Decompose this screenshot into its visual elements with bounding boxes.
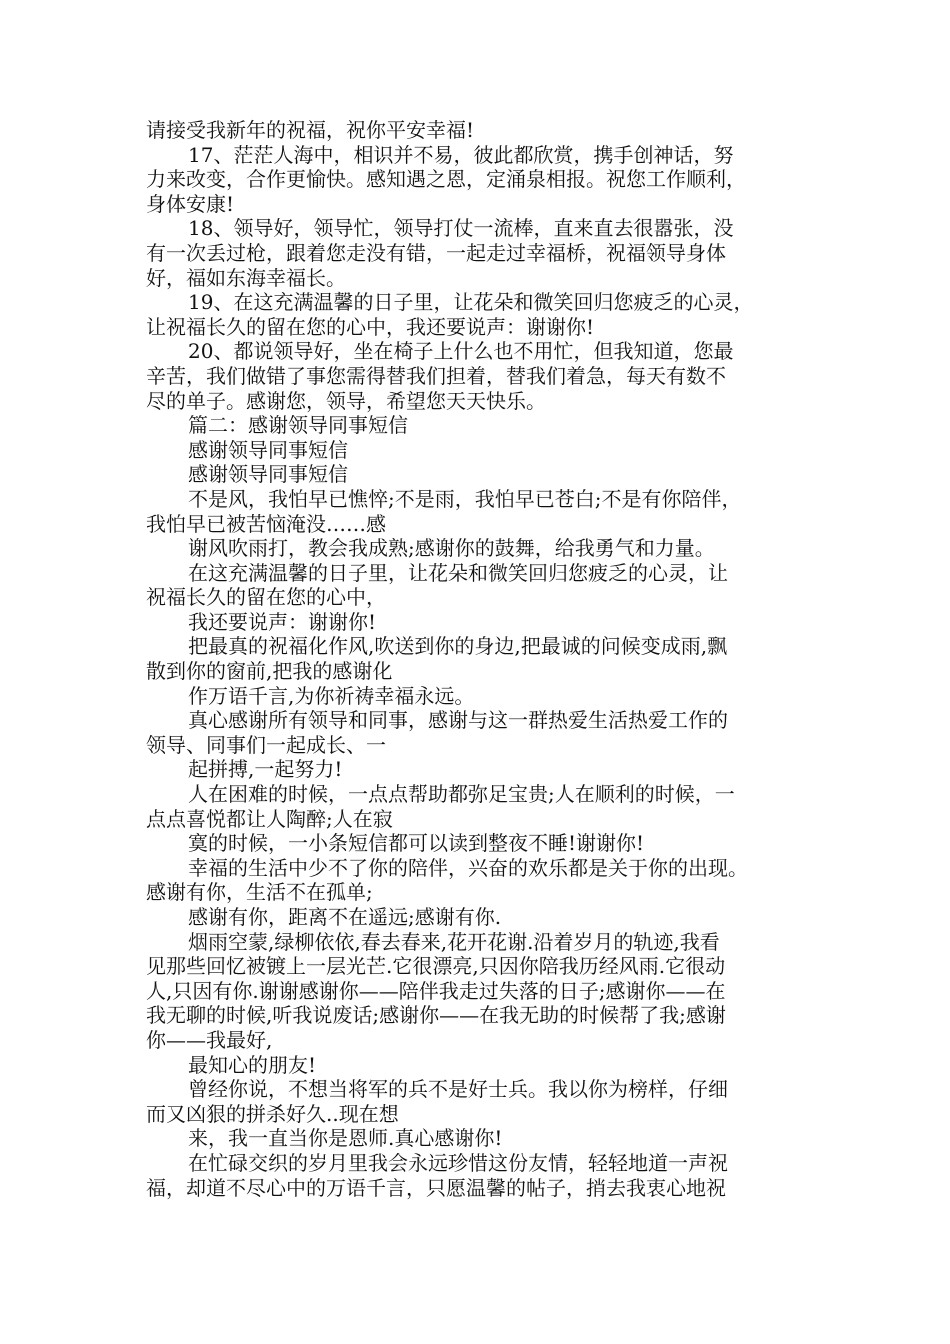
text-line: 好，福如东海幸福长。 <box>146 265 346 290</box>
text-line: 散到你的窗前,把我的感谢化 <box>146 659 393 684</box>
document-body <box>146 118 814 1200</box>
text-line: 祝福长久的留在您的心中， <box>146 585 386 610</box>
text-line: 起拼搏,一起努力! <box>188 757 343 782</box>
text-line: 人,只因有你.谢谢感谢你——陪伴我走过失落的日子;感谢你——在 <box>146 978 726 1003</box>
text-line: 请接受我新年的祝福，祝你平安幸福! <box>146 118 475 142</box>
text-line: 在这充满温馨的日子里，让花朵和微笑回归您疲乏的心灵，让 <box>188 560 728 585</box>
text-line: 感谢有你，生活不在孤单; <box>146 880 373 905</box>
text-line: 感谢领导同事短信 <box>188 437 348 462</box>
text-line: 真心感谢所有领导和同事，感谢与这一群热爱生活热爱工作的 <box>188 708 728 733</box>
text-line: 不是风，我怕早已憔悴;不是雨，我怕早已苍白;不是有你陪伴， <box>188 486 742 511</box>
text-line: 感谢有你，距离不在遥远;感谢有你. <box>188 905 502 929</box>
text-line: 19、在这充满温馨的日子里，让花朵和微笑回归您疲乏的心灵， <box>188 290 754 315</box>
text-line: 最知心的朋友! <box>188 1052 317 1077</box>
text-line: 力来改变，合作更愉快。感知遇之恩，定涌泉相报。祝您工作顺利， <box>146 167 746 192</box>
text-line: 篇二：感谢领导同事短信 <box>188 413 408 438</box>
text-line: 让祝福长久的留在您的心中，我还要说声：谢谢你! <box>146 314 595 339</box>
text-line: 见那些回忆被镀上一层光芒.它很漂亮,只因你陪我历经风雨.它很动 <box>146 954 726 979</box>
text-line: 点点喜悦都让人陶醉;人在寂 <box>146 806 393 831</box>
text-line: 人在困难的时候，一点点帮助都弥足宝贵;人在顺利的时候，一 <box>188 782 735 807</box>
text-line: 身体安康! <box>146 191 235 216</box>
text-line: 领导、同事们一起成长、一 <box>146 732 386 757</box>
text-line: 幸福的生活中少不了你的陪伴，兴奋的欢乐都是关于你的出现。 <box>188 855 748 880</box>
text-line: 作万语千言,为你祈祷幸福永远。 <box>188 683 475 708</box>
text-line: 在忙碌交织的岁月里我会永远珍惜这份友情，轻轻地道一声祝 <box>188 1150 728 1175</box>
text-line: 你——我最好, <box>146 1027 273 1052</box>
text-line: 谢风吹雨打，教会我成熟;感谢你的鼓舞，给我勇气和力量。 <box>188 536 715 561</box>
text-line: 曾经你说，不想当将军的兵不是好士兵。我以你为榜样，仔细 <box>188 1077 728 1102</box>
text-line: 寞的时候，一小条短信都可以读到整夜不睡!谢谢你! <box>188 831 645 856</box>
text-line: 18、领导好，领导忙，领导打仗一流棒，直来直去很嚣张，没 <box>188 216 734 241</box>
text-line: 福，却道不尽心中的万语千言，只愿温馨的帖子，捎去我衷心地祝 <box>146 1175 726 1200</box>
text-line: 有一次丢过枪，跟着您走没有错，一起走过幸福桥，祝福领导身体 <box>146 240 726 265</box>
text-line: 烟雨空蒙,绿柳依依,春去春来,花开花谢.沿着岁月的轨迹,我看 <box>188 929 720 954</box>
text-line: 我无聊的时候,听我说废话;感谢你——在我无助的时候帮了我;感谢 <box>146 1003 726 1028</box>
text-line: 我怕早已被苦恼淹没……感 <box>146 511 386 536</box>
text-line: 尽的单子。感谢您，领导，希望您天天快乐。 <box>146 388 546 413</box>
text-line: 把最真的祝福化作风,吹送到你的身边,把最诚的问候变成雨,飘 <box>188 634 728 659</box>
text-line: 17、茫茫人海中，相识并不易，彼此都欣赏，携手创神话，努 <box>188 142 734 167</box>
text-line: 我还要说声：谢谢你! <box>188 609 377 634</box>
text-line: 而又凶狠的拼杀好久..现在想 <box>146 1101 399 1126</box>
text-line: 20、都说领导好，坐在椅子上什么也不用忙，但我知道，您最 <box>188 339 734 364</box>
text-line: 来，我一直当你是恩师.真心感谢你! <box>188 1126 503 1151</box>
text-line: 辛苦，我们做错了事您需得替我们担着，替我们着急，每天有数不 <box>146 363 726 388</box>
text-line: 感谢领导同事短信 <box>188 462 348 487</box>
